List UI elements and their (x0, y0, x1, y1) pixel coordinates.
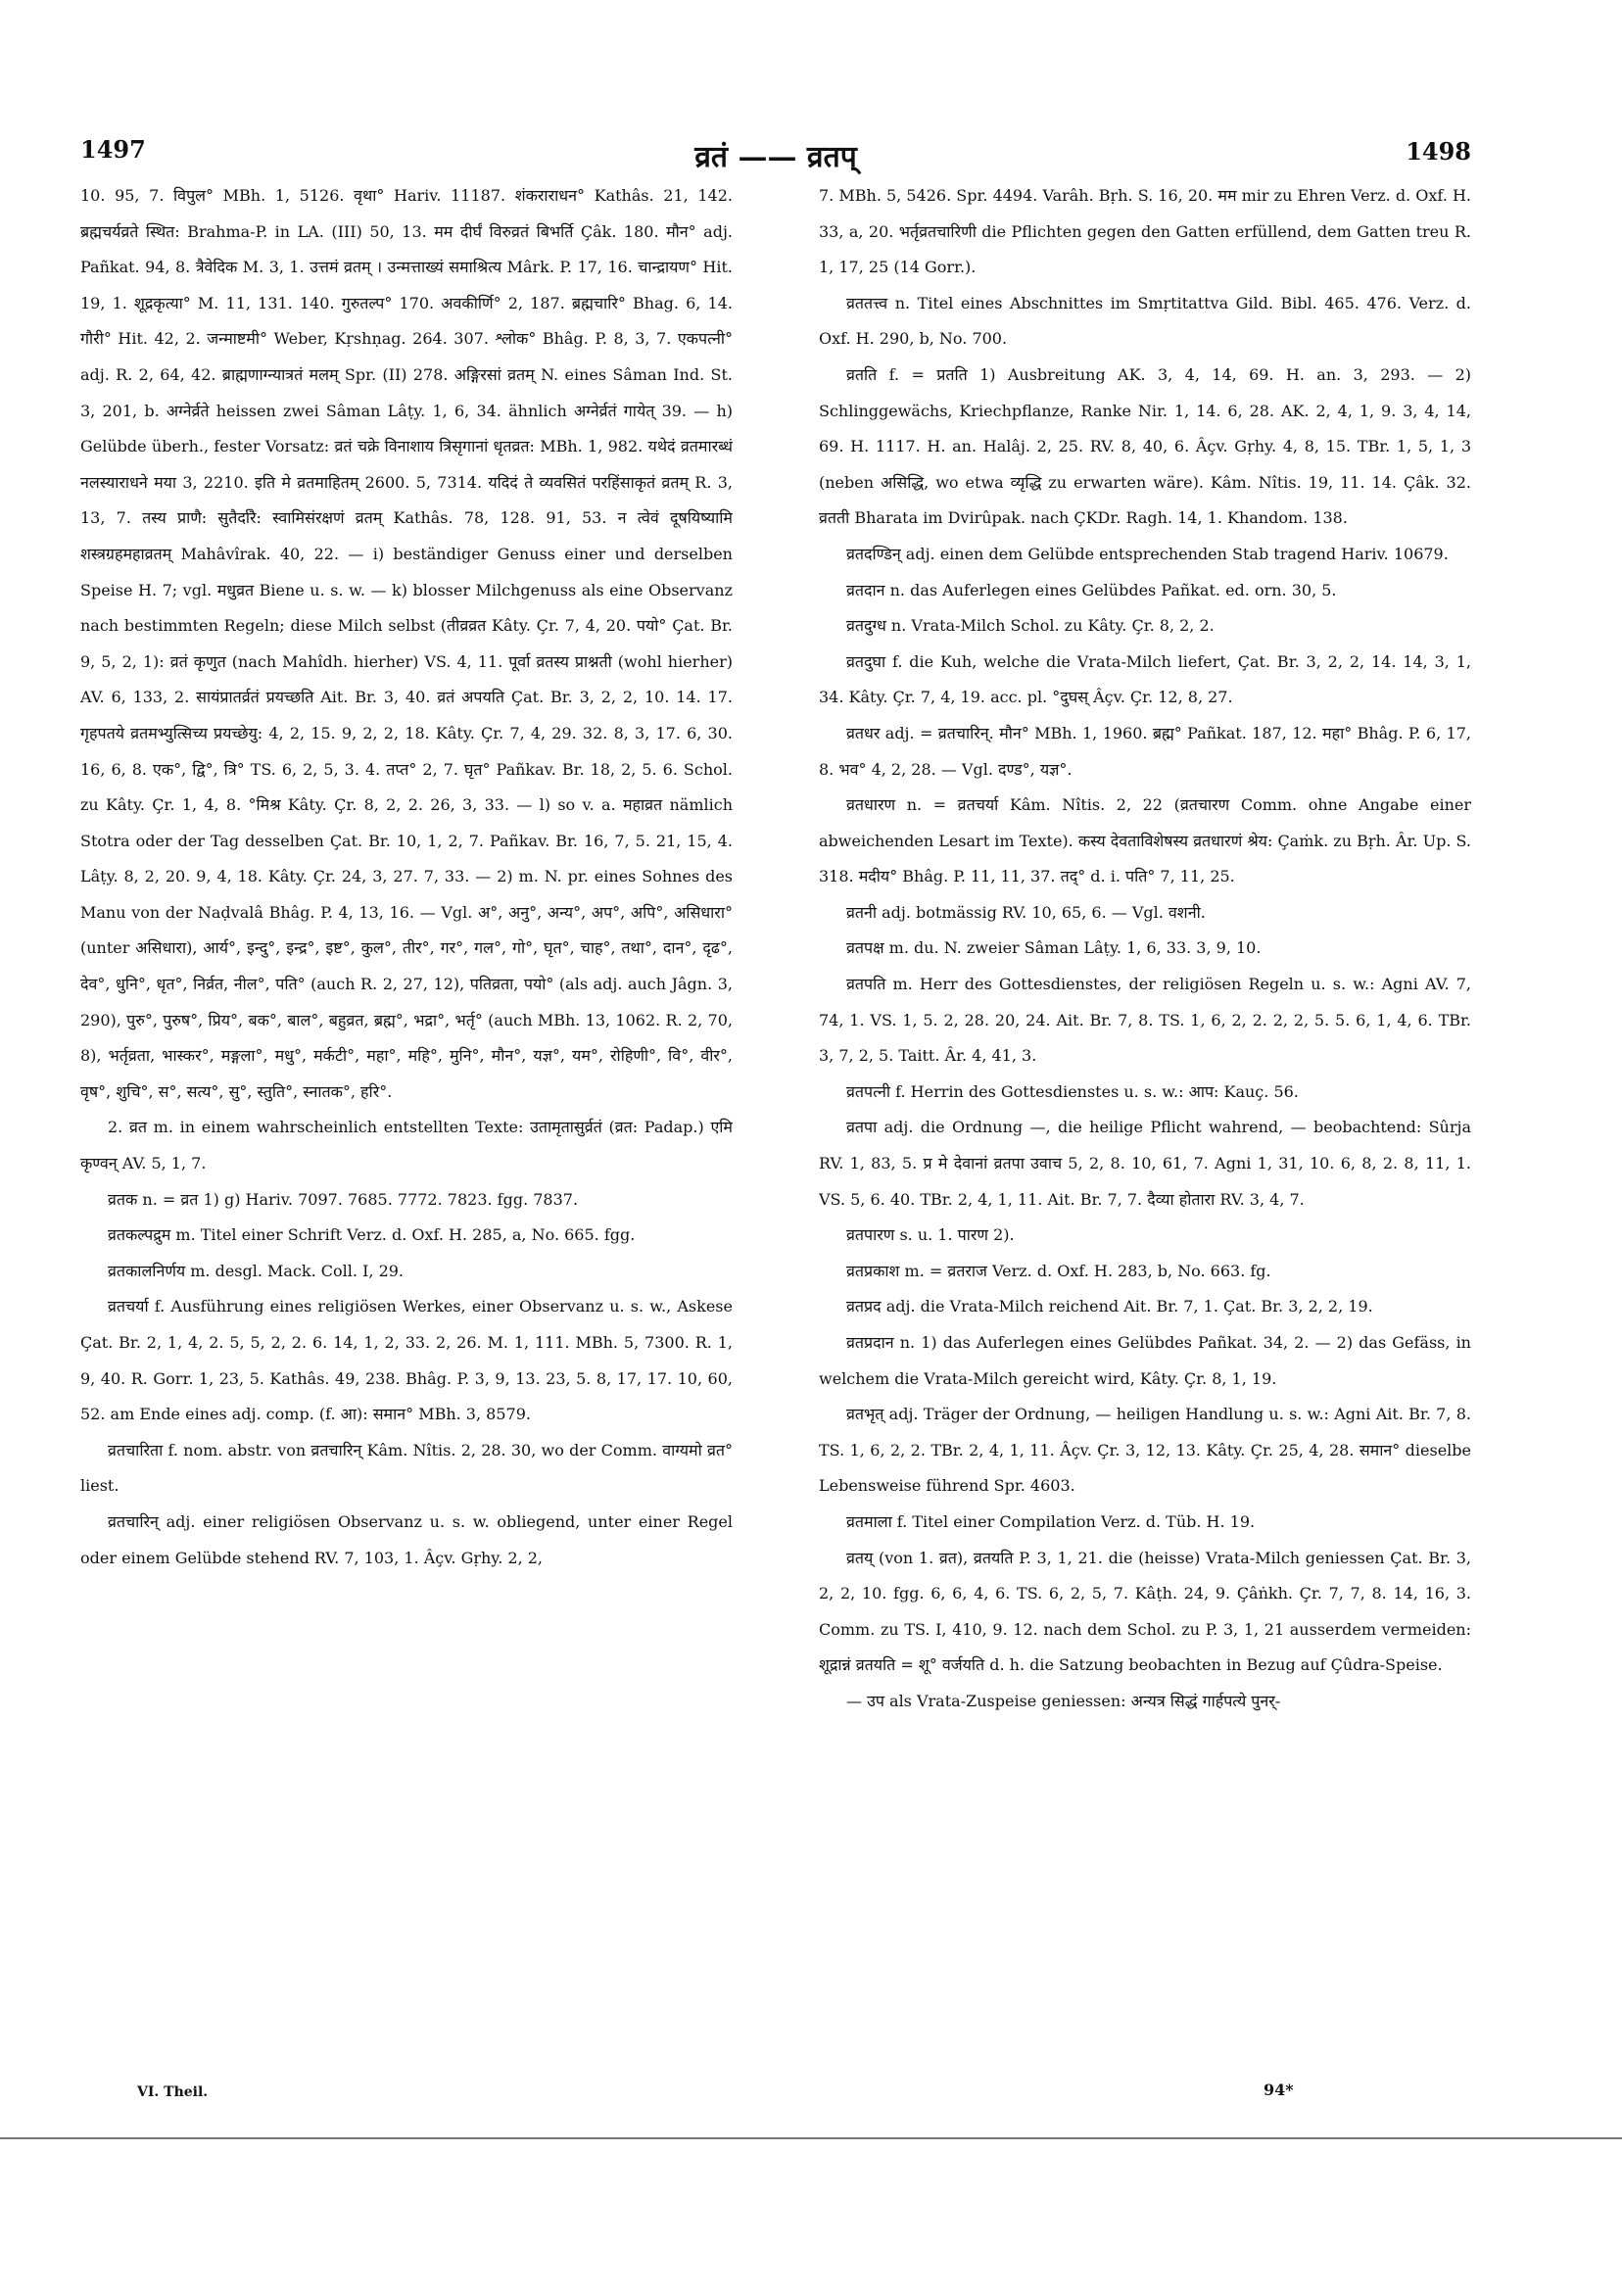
page-number-left: 1497 (80, 135, 146, 164)
dictionary-entry: व्रतचारिन् adj. einer religiösen Observanz u. s. w. obliegend, unter einer Regel oder einem Gelübde stehend RV. 7, 103, 1. Âçv. Gṛhy. 2, 2, (80, 1511, 733, 1567)
entry-continuation: 10. 95, 7. विपुल° MBh. 1, 5126. वृथा° Hariv. 11187. शंकराराधन° Kathâs. 21, 142. ब्रह्मचर्यव्रते स्थित: Brahma-P. in LA. (III) 50, 13. मम दीर्घं विरुव्रतं बिभर्ति Çâk. 180. मौन° adj. Pañkat. 94, 8. त्रैवेदिक M. 3, 1. उत्तमं व्रतम् । उन्मत्ताख्यं समाश्रित्य Mârk. P. 17, 16. चान्द्रायण° Hit. 19, 1. शूद्रकृत्या° M. 11, 131. 140. गुरुतल्प° 170. अवकीर्णि° 2, 187. ब्रह्मचारि° Bhag. 6, 14. गौरी° Hit. 42, 2. जन्माष्टमी° Weber, Kṛshṇag. 264. 307. श्लोक° Bhâg. P. 8, 3, 7. एकपत्नी° adj. R. 2, 64, 42. ब्राह्मणाग्न्यात्रतं मलम् Spr. (II) 278. अङ्गिरसां व्रतम् N. eines Sâman Ind. St. 3, 201, b. अग्नेर्व्रते heissen zwei Sâman Lâṭy. 1, 6, 34. ähnlich अग्नेर्व्रतं गायेत् 39. — h) Gelübde überh., fester Vorsatz: व्रतं चक्रे विनाशाय त्रिसृगानां धृतव्रत: MBh. 1, 982. यथेदं व्रतमारब्धं नलस्याराधने मया 3, 2210. इति मे व्रतमाहितम् 2600. 5, 7314. यदिदं ते व्यवसितं परहिंसाकृतं व्रतम् R. 3, 13, 7. तस्य प्राणै: सुतैर्दारै: स्वामिसंरक्षणं व्रतम् Kathâs. 78, 128. 91, 53. न त्वेवं दूषयिष्यामि शस्त्रग्रहमहाव्रतम् Mahâvîrak. 40, 22. — i) beständiger Genuss einer und derselben Speise H. 7; vgl. मधुव्रत Biene u. s. w. — k) blosser Milchgenuss als eine Observanz nach bestimmten Regeln; diese Milch selbst (तीव्रव्रत Kâty. Çr. 7, 4, 20. पयो° Çat. Br. 9, 5, 2, 1): व्रतं कृणुत (nach Mahîdh. hierher) VS. 4, 11. पूर्वा व्रतस्य प्राश्नती (wohl hierher) AV. 6, 133, 2. सायंप्रातर्व्रतं प्रयच्छति Ait. Br. 3, 40. व्रतं अपयति Çat. Br. 3, 2, 2, 10. 14. 17. गृहपतये व्रतमभ्युत्सिच्य प्रयच्छेयु: 4, 2, 15. 9, 2, 2, 18. Kâty. Çr. 7, 4, 29. 32. 8, 3, 17. 6, 30. 16, 6, 8. एक°, द्वि°, त्रि° TS. 6, 2, 5, 3. 4. तप्त° 2, 7. घृत° Pañkav. Br. 18, 2, 5. 6. Schol. zu Kâty. Çr. 1, 4, 8. °मिश्र Kâty. Çr. 8, 2, 2. 26, 3, 33. — l) so v. a. महाव्रत nämlich Stotra oder der Tag desselben Çat. Br. 10, 1, 2, 7. Pañkav. Br. 16, 7, 5. 21, 15, 4. Lâṭy. 8, 2, 20. 9, 4, 18. Kâty. Çr. 24, 3, 27. 7, 33. — 2) m. N. pr. eines Sohnes des Manu von der Naḍvalâ Bhâg. P. 4, 13, 16. — Vgl. अ°, अनु°, अन्य°, अप°, अपि°, असिधारा° (unter असिधारा), आर्य°, इन्दु°, इन्द्र°, इष्ट°, कुल°, तीर°, गर°, गल°, गो°, घृत°, चाह°, तथा°, दान°, दृढ°, देव°, धुनि°, धृत°, निर्व्रत, नील°, पति° (auch R. 2, 27, 12), पतिव्रता, पयो° (als adj. auch Jâgn. 3, 290), पुरु°, पुरुष°, प्रिय°, बक°, बाल°, बहुव्रत, ब्रह्म°, भद्रा°, भर्तृ° (auch MBh. 13, 1062. R. 2, 70, 8), भर्तृव्रता, भास्कर°, मङ्गला°, मधु°, मर्कटी°, महा°, महि°, मुनि°, मौन°, यज्ञ°, यम°, रोहिणी°, वि°, वीर°, वृष°, शुचि°, स°, सत्य°, सु°, स्तुति°, स्नातक°, हरि°. (80, 186, 733, 1101)
entry-continuation: 7. MBh. 5, 5426. Spr. 4494. Varâh. Bṛh. S. 16, 20. मम mir zu Ehren Verz. d. Oxf. H. 33, a, 20. भर्तृव्रतचारिणी die Pflichten gegen den Gatten erfüllend, dem Gatten treu R. 1, 17, 25 (14 Gorr.). (819, 186, 1471, 277)
dictionary-entry: व्रतकालनिर्णय m. desgl. Mack. Coll. I, 29. (108, 1261, 405, 1280)
dictionary-entry: व्रतदुग्ध n. Vrata-Milch Schol. zu Kâty. Çr. 8, 2, 2. (846, 616, 1215, 636)
dictionary-entry: व्रतकल्पद्रुम m. Titel einer Schrift Verz. d. Oxf. H. 285, a, No. 665. fgg. (108, 1225, 636, 1245)
dictionary-entry: व्रतति f. = प्रतति 1) Ausbreitung AK. 3, 4, 14, 69. H. an. 3, 293. — 2) Schlinggewächs, Kriechpflanze, Ranke Nir. 1, 14. 6, 28. AK. 2, 4, 1, 9. 3, 4, 14, 69. H. 1117. H. an. Halâj. 2, 25. RV. 8, 40, 6. Âçv. Gṛhy. 4, 8, 15. TBr. 1, 5, 1, 3 (neben असिद्धि, wo etwa व्यृद्धि zu erwarten wäre). Kâm. Nîtis. 19, 11. 14. Çâk. 32. व्रतती Bharata im Dvirûpak. nach ÇKDr. Ragh. 14, 1. Khandom. 138. (819, 364, 1471, 528)
dictionary-entry: व्रतचर्या f. Ausführung eines religiösen Werkes, einer Observanz u. s. w., Askese Çat. Br. 2, 1, 4, 2. 5, 5, 2, 2. 6. 14, 1, 2, 33. 2, 26. M. 1, 111. MBh. 5, 7300. R. 1, 9, 40. R. Gorr. 1, 23, 5. Kathâs. 49, 238. Bhâg. P. 3, 9, 13. 23, 5. 8, 17, 17. 10, 60, 52. am Ende eines adj. comp. (f. आ): समान° MBh. 3, 8579. (80, 1297, 733, 1424)
dictionary-entry: व्रतधारण n. = व्रतचर्या Kâm. Nîtis. 2, 22 (व्रतचारण Comm. ohne Angabe einer abweichenden Lesart im Texte). कस्य देवताविशेषस्य व्रतधारणं श्रेय: Çaṁk. zu Bṛh. Âr. Up. S. 318. मदीय° Bhâg. P. 11, 11, 37. तद्° d. i. पति° 7, 11, 25. (819, 795, 1471, 886)
left-column (80, 178, 733, 2147)
page-header (80, 135, 1471, 174)
dictionary-entry: व्रतपति m. Herr des Gottesdienstes, der religiösen Regeln u. s. w.: Agni AV. 7, 74, 1. VS. 1, 5. 2, 28. 20, 24. Ait. Br. 7, 8. TS. 1, 6, 2, 2. 2, 2, 5. 5. 6, 1, 4, 6. TBr. 3, 7, 2, 5. Taitt. Âr. 4, 41, 3. (819, 975, 1471, 1066)
dictionary-entry: व्रतपक्ष m. du. N. zweier Sâman Lâṭy. 1, 6, 33. 3, 9, 10. (846, 938, 1262, 958)
page-number-right: 1498 (1406, 137, 1471, 166)
dictionary-entry: व्रतचारिता f. nom. abstr. von व्रतचारिन् Kâm. Nîtis. 2, 28. 30, wo der Comm. वाग्यमो व्रत° liest. (80, 1440, 733, 1496)
folio-mark: 94* (1264, 2081, 1294, 2099)
dictionary-entry: — उप als Vrata-Zuspeise geniessen: अन्यत्र सिद्धं गार्हपत्ये पुनर्- (846, 1691, 1281, 1710)
dictionary-entry: व्रतमाला f. Titel einer Compilation Verz. d. Tüb. H. 19. (846, 1511, 1256, 1531)
dictionary-entry: व्रतधर adj. = व्रतचारिन्. मौन° MBh. 1, 1960. ब्रह्म° Pañkat. 187, 12. महा° Bhâg. P. 6, 17, 8. भव° 4, 2, 28. — Vgl. दण्ड°, यज्ञ°. (819, 723, 1471, 779)
dictionary-entry: व्रतदण्डिन् adj. einen dem Gelübde entsprechenden Stab tragend Hariv. 10679. (846, 544, 1449, 563)
bottom-rule (0, 2137, 1622, 2139)
right-column (819, 178, 1471, 2147)
signature-mark: VI. Theil. (137, 2084, 209, 2100)
dictionary-entry: व्रतप्रकाश m. = व्रतराज Verz. d. Oxf. H. 283, b, No. 663. fg. (846, 1261, 1271, 1280)
dictionary-entry: व्रतपत्नी f. Herrin des Gottesdienstes u. s. w.: आप: Kauç. 56. (846, 1081, 1299, 1101)
dictionary-entry: व्रतदान n. das Auferlegen eines Gelübdes Pañkat. ed. orn. 30, 5. (846, 580, 1337, 599)
dictionary-entry: व्रतप्रद adj. die Vrata-Milch reichend Ait. Br. 7, 1. Çat. Br. 3, 2, 2, 19. (846, 1297, 1373, 1316)
dictionary-entry: व्रतपारण s. u. 1. पारण 2). (846, 1225, 1015, 1245)
dictionary-entry: 2. व्रत m. in einem wahrscheinlich entstellten Texte: उतामृतासुर्व्रतं (व्रत: Padap.) एमि कृण्वन् AV. 5, 1, 7. (80, 1118, 733, 1173)
dictionary-entry: व्रतक n. = व्रत 1) g) Hariv. 7097. 7685. 7772. 7823. fgg. 7837. (108, 1189, 579, 1209)
dictionary-entry: व्रतपा adj. die Ordnung —, die heilige Pflicht wahrend, — beobachtend: Sûrja RV. 1, 83, 5. प्र मे देवानां व्रतपा उवाच 5, 2, 8. 10, 61, 7. Agni 1, 31, 10. 6, 8, 2. 8, 11, 1. VS. 5, 6. 40. TBr. 2, 4, 1, 11. Ait. Br. 7, 7. दैव्या होतारा RV. 3, 4, 7. (819, 1118, 1471, 1209)
dictionary-entry: व्रतप्रदान n. 1) das Auferlegen eines Gelübdes Pañkat. 34, 2. — 2) das Gefäss, in welchem die Vrata-Milch gereicht wird, Kâty. Çr. 8, 1, 19. (819, 1333, 1471, 1388)
dictionary-entry: व्रतनी adj. botmässig RV. 10, 65, 6. — Vgl. वशनी. (846, 902, 1206, 922)
dictionary-entry: व्रतदुघा f. die Kuh, welche die Vrata-Milch liefert, Çat. Br. 3, 2, 2, 14. 14, 3, 1, 34. Kâty. Çr. 7, 4, 19. acc. pl. °दुघस् Âçv. Çr. 12, 8, 27. (819, 651, 1471, 707)
running-head: व्रतं —— व्रतप् (694, 140, 857, 174)
dictionary-entry: व्रततत्त्व n. Titel eines Abschnittes im Smṛtitattva Gild. Bibl. 465. 476. Verz. d. Oxf. H. 290, b, No. 700. (819, 293, 1471, 349)
dictionary-entry: व्रतभृत् adj. Träger der Ordnung, — heiligen Handlung u. s. w.: Agni Ait. Br. 7, 8. TS. 1, 6, 2, 2. TBr. 2, 4, 1, 11. Âçv. Çr. 3, 12, 13. Kâty. Çr. 25, 4, 28. समान° dieselbe Lebensweise führend Spr. 4603. (819, 1405, 1471, 1496)
dictionary-entry: व्रतय् (von 1. व्रत), व्रतयति P. 3, 1, 21. die (heisse) Vrata-Milch geniessen Çat. Br. 3, 2, 2, 10. fgg. 6, 6, 4, 6. TS. 6, 2, 5, 7. Kâṭh. 24, 9. Çâṅkh. Çr. 7, 7, 8. 14, 16, 3. Comm. zu TS. I, 410, 9. 12. nach dem Schol. zu P. 3, 1, 21 ausserdem vermeiden: शूद्रान्नं व्रतयति = शू° वर्जयति d. h. die Satzung beobachten in Bezug auf Çûdra-Speise. (819, 1548, 1471, 1675)
